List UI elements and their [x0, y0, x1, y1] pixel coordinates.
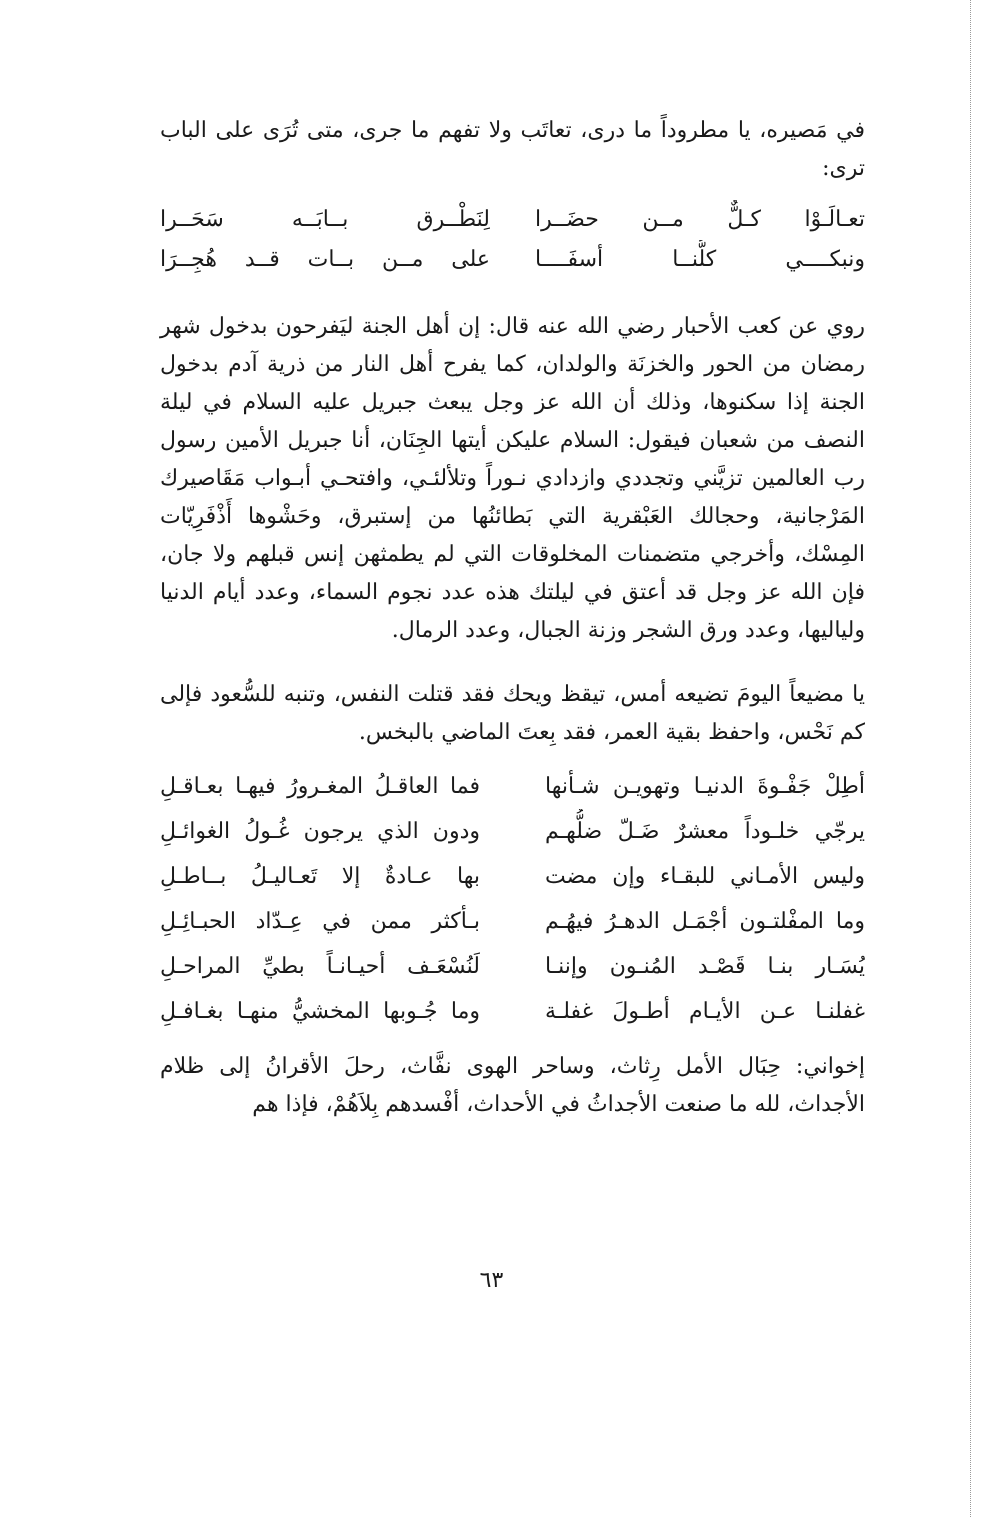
intro-paragraph: في مَصيره، يا مطروداً ما درى، تعاتَب ولا تفهم ما جرى، متى تُرَى على الباب ترى: [160, 118, 865, 181]
hadith-paragraph: روي عن كعب الأحبار رضي الله عنه قال: إن أهل الجنة ليَفرحون بدخول شهر رمضان من الحور والخزنَة والولدان، كما يفرح أهل النار من ذرية آدم بدخول الجنة إذا سكنوها، وذلك أن الله عز وجل يبعث جبريل عليه السلام في ليلة النصف من شعبان فيقول: السلام عليكن أيتها الجِنَان، أنا جبريل الأمين رسول رب العالمين تزيَّني وتجددي وازدادي نـوراً وتلألئـي، وافتحـي أبـواب مَقَاصيرك المَرْجانية، وحجالك العَبْقرية التي بَطائنُها من إستبرق، وحَشْوها أَذْفَرِيّات المِسْك، وأخرجي متضمنات المخلوقات التي لم يطمثهن إنس قبلهم ولا جان، فإن الله عز وجل قد أعتق في ليلتك هذه عدد نجوم السماء، وعدد أيام الدنيا ولياليها، وعدد ورق الشجر وزنة الجبال، وعدد الرمال. [160, 314, 865, 643]
poem-hemistich-left: بـأكثر ممن في عِـدّاد الحبـائِـلِ [160, 909, 480, 934]
verse-line [160, 200, 865, 240]
poem-line [160, 764, 865, 809]
page-body [160, 112, 865, 1124]
verse-hemistich-right: تعـالَـوْا كـلٌّ مــن حضَــرا [535, 207, 865, 232]
poem-line [160, 809, 865, 854]
poem-hemistich-left: وما جُـوبها المخشيُّ منهـا بغـافـلِ [160, 999, 480, 1024]
poem-line [160, 854, 865, 899]
poem-hemistich-right: وما المفْلتـون أجْمَـل الدهـرُ فيهُـم [545, 909, 865, 934]
verse-hemistich-right: ونبكــــي كلُّنــا أسفَــــا [535, 247, 865, 272]
poem-hemistich-right: يرجّي خلـوداً معشرٌ ضَـلّ ضلُّهـم [545, 819, 865, 844]
poem-block [160, 764, 865, 1034]
verse-line [160, 240, 865, 280]
poem-line [160, 944, 865, 989]
poem-hemistich-left: ودون الذي يرجون غُـولُ الغوائـلِ [160, 819, 480, 844]
poem-hemistich-left: بها عـادةٌ إلا تَعـاليـلُ بــاطـلِ [160, 864, 480, 889]
poem-hemistich-left: فما العاقـلُ المغـرورُ فيهـا بعـاقـلِ [160, 774, 480, 799]
verse-hemistich-left: لِنَطْــرق بــابَــه سَحَــرا [160, 207, 490, 232]
poem-hemistich-right: وليس الأمـاني للبقـاء وإن مضت [545, 864, 865, 889]
page-number: ٦٣ [479, 1268, 504, 1293]
poem-hemistich-right: غفلنـا عـن الأيـام أطـولَ غفلـة [545, 999, 865, 1024]
verse-block-1 [160, 200, 865, 280]
poem-line [160, 989, 865, 1034]
poem-hemistich-left: لَنُسْعَـف أحيـانـاً بطيِّ المراحـلِ [160, 954, 480, 979]
exhortation-paragraph: يا مضيعاً اليومَ تضيعه أمس، تيقظ ويحك فقد قتلت النفس، وتنبه للسُّعود فإلى كم نَحْس، واحفظ بقية العمر، فقد بِعتَ الماضي بالبخس. [160, 682, 865, 745]
poem-hemistich-right: أطِلْ جَفْـوةَ الدنيـا وتهويـن شـأنها [545, 774, 865, 799]
brethren-paragraph: إخواني: حِبَال الأمل رِثاث، وساحر الهوى نفَّاث، رحلَ الأقرانُ إلى ظلام الأجداث، لله ما صنعت الأجداثُ في الأحداث، أفْسدهم بِلاَهُمْ، فإذا هم [160, 1054, 865, 1117]
verse-hemistich-left: على مــن بــات قــد هُجِــرَا [160, 247, 490, 272]
poem-line [160, 899, 865, 944]
poem-hemistich-right: يُسَـار بنـا قَصْـد المُنـون وإننـا [545, 954, 865, 979]
